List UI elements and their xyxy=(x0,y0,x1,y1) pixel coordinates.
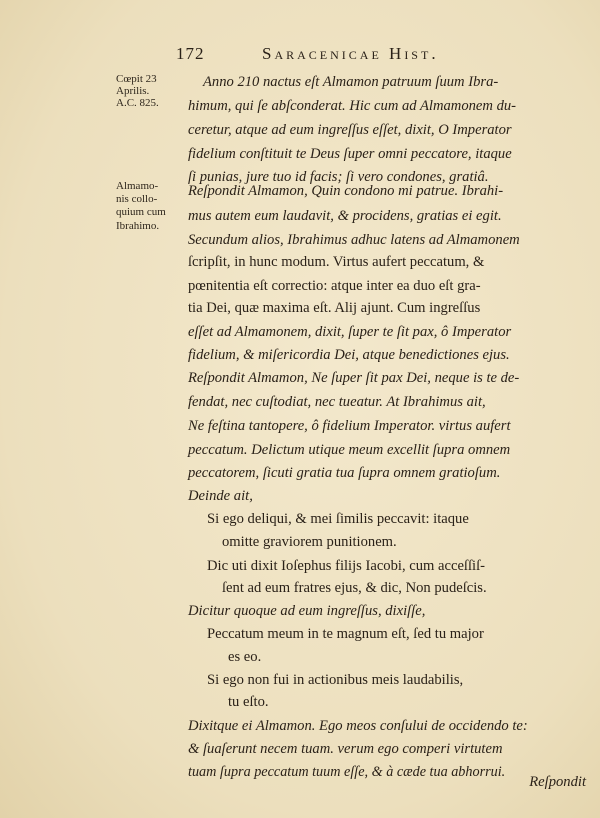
text-line: peccatorem, ſicuti gratia tua ſupra omnem gratioſum. xyxy=(188,465,501,481)
margin-note: Cœpit 23 xyxy=(116,73,157,85)
margin-note: Ibrahimo. xyxy=(116,220,160,232)
text-line: Deinde ait, xyxy=(188,488,253,504)
text-line: ſcripſit, in hunc modum. Virtus aufert peccatum, & xyxy=(188,254,485,270)
text-line: ſent ad eum fratres ejus, & dic, Non pudeſcis. xyxy=(222,580,487,596)
text-line: Reſpondit Almamon, Quin condono mi patrue. Ibrahi- xyxy=(188,183,504,199)
running-title: Saracenicae Hist. xyxy=(262,44,439,63)
text-line: peccatum. Delictum utique meum excellit ſupra omnem xyxy=(188,442,511,458)
text-line: eſſet ad Almamonem, dixit, ſuper te ſit pax, ô Imperator xyxy=(188,324,512,340)
text-line: Dicitur quoque ad eum ingreſſus, dixiſſe, xyxy=(188,603,426,619)
text-line: Secundum alios, Ibrahimus adhuc latens ad Almamonem xyxy=(188,232,520,248)
page-number: 172 xyxy=(176,44,205,63)
catchword: Reſpondit xyxy=(529,774,586,790)
verse-line: Si ego non fui in actionibus meis laudabilis, xyxy=(207,672,464,688)
text-line: Ne feſtina tantopere, ô fidelium Imperator. virtus aufert xyxy=(188,418,511,434)
text-line: tia Dei, quæ maxima eſt. Alij ajunt. Cum ingreſſus xyxy=(188,300,481,316)
text-line: & ſuaſerunt necem tuam. verum ego comperi virtutem xyxy=(188,741,503,757)
verse-line: tu eſto. xyxy=(228,694,269,710)
text-line: fidelium conſtituit te Deus ſuper omni peccatore, itaque xyxy=(188,146,512,162)
text-line: fendat, nec cuſtodiat, nec tueatur. At Ibrahimus ait, xyxy=(188,394,486,410)
margin-note: Almamo- xyxy=(116,180,159,192)
text-line: Dixitque ei Almamon. Ego meos conſului de occidendo te: xyxy=(188,718,528,734)
verse-line: omitte graviorem punitionem. xyxy=(222,534,397,550)
margin-note: nis collo- xyxy=(116,193,158,205)
text-line: ceretur, atque ad eum ingreſſus eſſet, dixit, O Imperator xyxy=(188,122,512,138)
text-line: Dic uti dixit Ioſephus filijs Iacobi, cum acceſſiſ- xyxy=(207,558,486,574)
verse-line: Peccatum meum in te magnum eſt, ſed tu major xyxy=(207,626,484,642)
verse-line: es eo. xyxy=(228,649,262,665)
text-line: himum, qui ſe abſconderat. Hic cum ad Almamonem du- xyxy=(188,98,517,114)
verse-line: Si ego deliqui, & mei ſimilis peccavit: itaque xyxy=(207,511,469,527)
text-line: Anno 210 nactus eſt Almamon patruum ſuum Ibra- xyxy=(203,74,499,90)
text-line: pœnitentia eſt correctio: atque inter ea duo eſt gra- xyxy=(188,278,481,294)
text-line: ſi punias, jure tuo id facis; ſi vero condones, gratiâ. xyxy=(188,169,489,185)
text-line: Reſpondit Almamon, Ne ſuper ſit pax Dei, neque is te de- xyxy=(188,370,520,386)
text-line: mus autem eum laudavit, & procidens, gratias ei egit. xyxy=(188,208,502,224)
margin-note: quium cum xyxy=(116,206,166,218)
text-line: fidelium, & miſericordia Dei, atque benedictiones ejus. xyxy=(188,347,510,363)
running-head xyxy=(176,44,536,66)
text-line: tuam ſupra peccatum tuum eſſe, & à cæde tua abhorrui. xyxy=(188,764,506,780)
margin-note: A.C. 825. xyxy=(116,97,159,109)
margin-note: Aprilis. xyxy=(116,85,150,97)
